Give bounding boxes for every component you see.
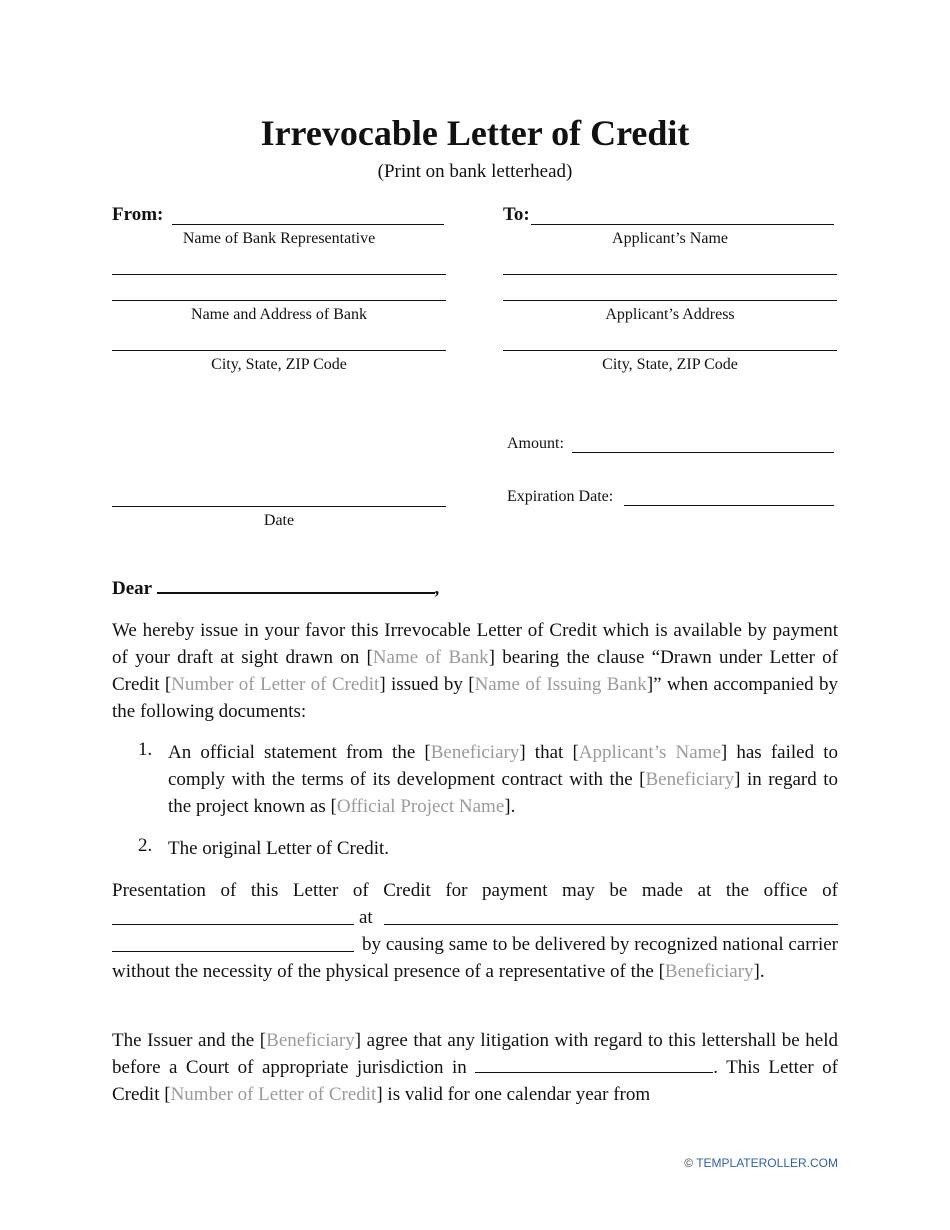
presentation-line-2 xyxy=(112,904,838,931)
litigation-text-4: ] is valid for one calendar year from xyxy=(376,1084,651,1105)
bank-address-blank[interactable] xyxy=(112,300,446,301)
bank-representative-caption: Name of Bank Representative xyxy=(182,230,376,247)
placeholder-issuing-bank[interactable]: Name of Issuing Bank xyxy=(474,674,647,695)
applicant-city-blank[interactable] xyxy=(503,350,837,351)
document-title: Irrevocable Letter of Credit xyxy=(260,113,690,153)
bank-name-address-caption: Name and Address of Bank xyxy=(191,306,367,323)
intro-text-1: We hereby issue in your favor this Irrevocable Letter of Credit which is available by payment of your draft at sight drawn on [ xyxy=(112,620,838,668)
from-label: From: xyxy=(112,204,164,225)
litigation-text-2: ] agree that any litigation with regard to this lettershall be held before a Court of appropriate jurisdiction in xyxy=(112,1030,839,1078)
applicant-address-caption: Applicant’s Address xyxy=(605,306,735,323)
list1-text-4: ] in regard to the project known as [ xyxy=(168,769,838,817)
placeholder-project-name[interactable]: Official Project Name xyxy=(336,796,505,817)
placeholder-applicant-name[interactable]: Applicant’s Name xyxy=(578,742,721,763)
bank-city-caption: City, State, ZIP Code xyxy=(211,356,347,373)
applicant-name-caption: Applicant’s Name xyxy=(612,230,728,247)
expiration-date-blank[interactable] xyxy=(624,505,834,506)
templateroller-link[interactable]: TEMPLATEROLLER.COM xyxy=(696,1156,838,1170)
dear-label: Dear xyxy=(112,578,152,599)
placeholder-beneficiary[interactable]: Beneficiary xyxy=(430,742,520,763)
salutation xyxy=(112,577,439,600)
list-item xyxy=(168,739,838,820)
intro-text-4: ]” when accompanied by the following documents: xyxy=(112,674,839,722)
intro-text-2: ] bearing the clause “Drawn under Letter of Credit [ xyxy=(112,647,838,695)
amount-blank[interactable] xyxy=(572,452,834,453)
expiration-date-label: Expiration Date: xyxy=(507,488,614,505)
intro-text-3: ] issued by [ xyxy=(379,674,475,695)
list1-text-3: ] has failed to comply with the terms of its development contract with the [ xyxy=(168,742,838,790)
salutation-comma: , xyxy=(434,578,440,599)
bank-name-blank[interactable] xyxy=(112,274,446,275)
bank-representative-blank[interactable] xyxy=(172,224,444,225)
recipient-name-blank[interactable] xyxy=(157,577,435,594)
placeholder-beneficiary[interactable]: Beneficiary xyxy=(266,1030,355,1051)
bank-city-blank[interactable] xyxy=(112,350,446,351)
office-address-blank[interactable] xyxy=(384,924,838,925)
presentation-paragraph-rest xyxy=(112,931,838,985)
presentation-text: by causing same to be delivered by recognized national carrier without the necessity of the physical presence of a representative of the [ xyxy=(112,934,838,982)
placeholder-letter-number[interactable]: Number of Letter of Credit xyxy=(170,1084,377,1105)
footer xyxy=(684,1156,838,1170)
document-subtitle: (Print on bank letterhead) xyxy=(377,161,573,182)
at-label: at xyxy=(359,907,373,928)
litigation-paragraph xyxy=(112,1027,838,1108)
list-item: The original Letter of Credit. xyxy=(168,838,390,859)
to-label: To: xyxy=(503,204,530,225)
presentation-text-end: ]. xyxy=(753,961,765,982)
list-item-number: 1. xyxy=(138,739,153,760)
applicant-address-blank-1[interactable] xyxy=(503,274,837,275)
applicant-address-blank-2[interactable] xyxy=(503,300,837,301)
list1-text-5: ]. xyxy=(504,796,516,817)
copyright-symbol: © xyxy=(684,1156,694,1170)
list-item-number: 2. xyxy=(138,835,153,856)
amount-label: Amount: xyxy=(507,435,564,452)
placeholder-beneficiary[interactable]: Beneficiary xyxy=(664,961,754,982)
placeholder-bank-name[interactable]: Name of Bank xyxy=(372,647,489,668)
placeholder-beneficiary[interactable]: Beneficiary xyxy=(645,769,735,790)
date-blank[interactable] xyxy=(112,506,446,507)
date-caption: Date xyxy=(263,512,295,529)
applicant-name-blank[interactable] xyxy=(531,224,834,225)
presentation-line-1: Presentation of this Letter of Credit for payment may be made at the office of xyxy=(112,880,838,901)
intro-paragraph xyxy=(112,617,838,725)
litigation-text-1: The Issuer and the [ xyxy=(112,1030,267,1051)
applicant-city-caption: City, State, ZIP Code xyxy=(602,356,738,373)
office-blank[interactable] xyxy=(112,924,354,925)
list1-text-2: ] that [ xyxy=(519,742,579,763)
list1-text-1: An official statement from the [ xyxy=(168,742,431,763)
placeholder-letter-number[interactable]: Number of Letter of Credit xyxy=(171,674,380,695)
litigation-text-3: . This Letter of Credit [ xyxy=(112,1057,839,1105)
jurisdiction-blank[interactable] xyxy=(475,1054,713,1073)
